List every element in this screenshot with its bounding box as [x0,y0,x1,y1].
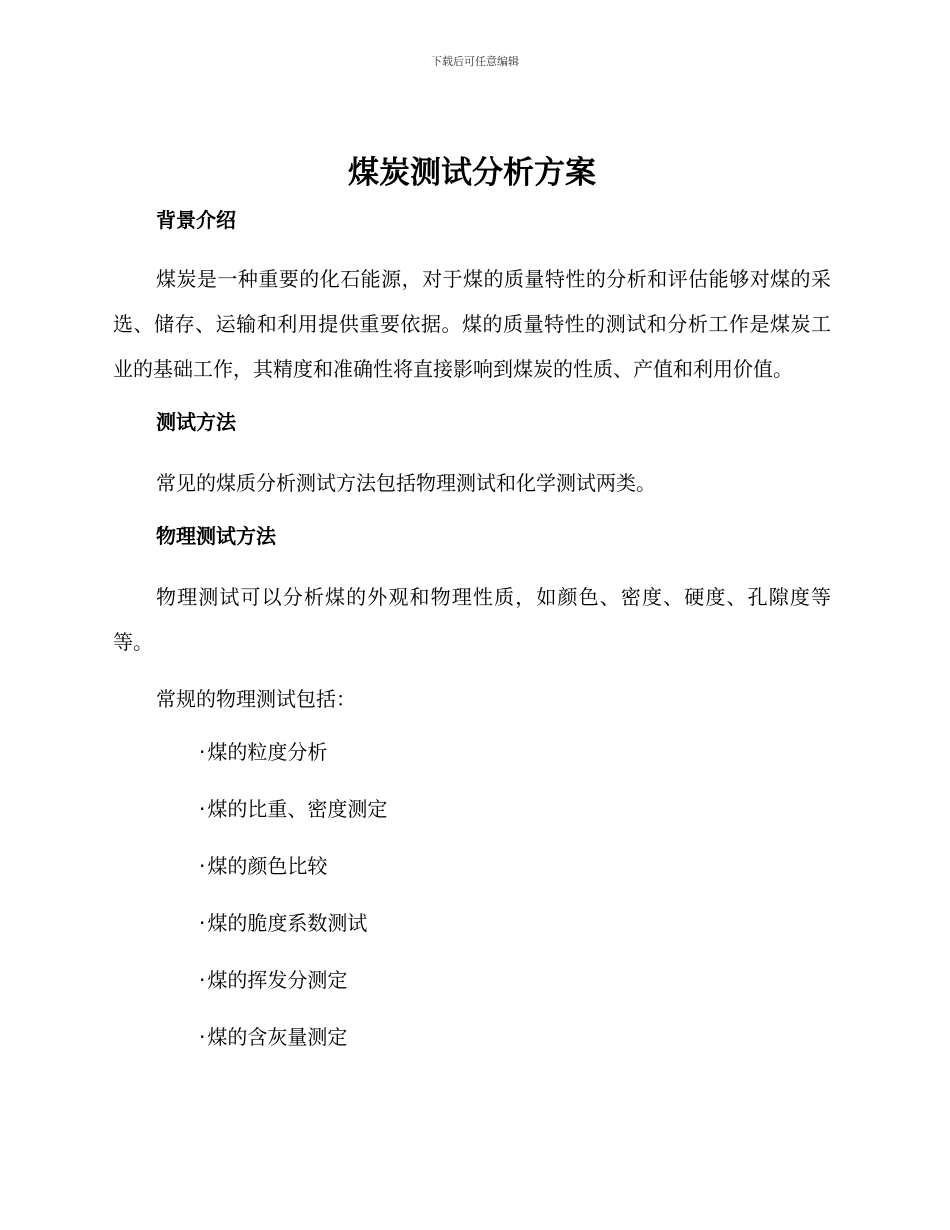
document-title: 煤炭测试分析方案 [348,155,596,191]
list-item [113,962,831,998]
bullet-icon: · [199,1025,206,1049]
list-item-text: 煤的含灰量测定 [207,1025,348,1049]
list-item-text: 煤的颜色比较 [207,854,328,878]
page-header-note: 下载后可任意编辑 [431,55,519,68]
list-item [113,848,831,884]
bullet-icon: · [199,797,206,821]
list-item-text: 煤的比重、密度测定 [207,797,388,821]
document-body [113,148,831,1076]
bullet-icon: · [199,740,206,764]
bullet-icon: · [199,911,206,935]
section-heading-physical-methods: 物理测试方法 [156,524,276,548]
list-item [113,1019,831,1055]
paragraph-physical-methods: 物理测试可以分析煤的外观和物理性质，如颜色、密度、硬度、孔隙度等等。 [113,585,831,654]
list-item [113,905,831,941]
list-item-text: 煤的粒度分析 [207,740,328,764]
section-heading-background: 背景介绍 [156,208,236,232]
list-item [113,791,831,827]
paragraph-physical-list-intro: 常规的物理测试包括： [156,687,356,711]
paragraph-test-methods: 常见的煤质分析测试方法包括物理测试和化学测试两类。 [156,471,656,495]
bullet-icon: · [199,968,206,992]
list-item [113,734,831,770]
list-item-text: 煤的脆度系数测试 [207,911,368,935]
list-item-text: 煤的挥发分测定 [207,968,348,992]
section-heading-test-methods: 测试方法 [156,410,236,434]
bullet-icon: · [199,854,206,878]
paragraph-background: 煤炭是一种重要的化石能源，对于煤的质量特性的分析和评估能够对煤的采选、储存、运输和利用提供重要依据。煤的质量特性的测试和分析工作是煤炭工业的基础工作，其精度和准确性将直接影响到煤炭的性质、产值和利用价值。 [113,267,831,381]
